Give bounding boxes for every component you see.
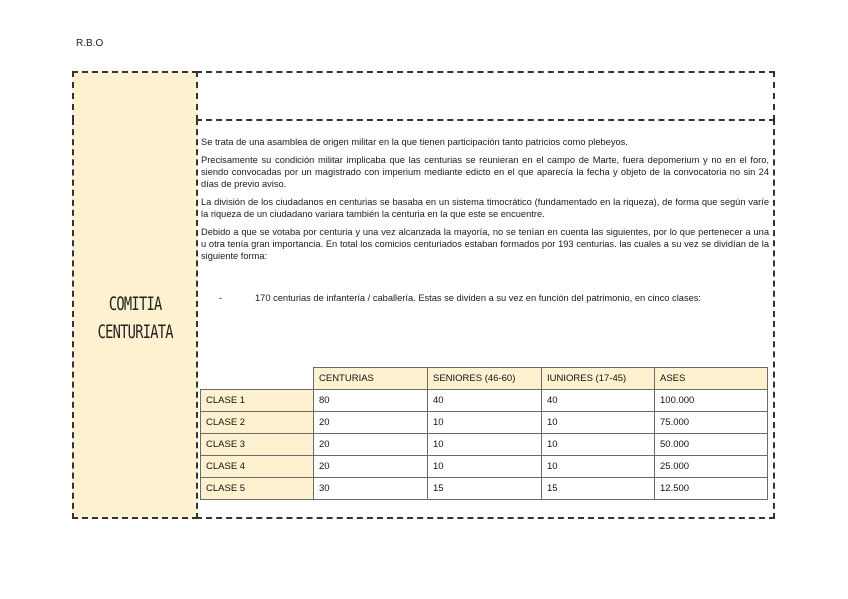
bullet-text: 170 centurias de infantería / caballería. Estas se dividen a su vez en función del patrimonio, en cinco clases: (255, 293, 701, 303)
table-cell: 100.000 (655, 390, 768, 412)
bullet-dash: - (219, 293, 223, 303)
paragraph-3: La división de los ciudadanos en centurias se basaba en un sistema timocrático (fundamentado en la riqueza), de forma que según varíe la riqueza de un ciudadano variara también la centuria en la que este se encuentre. (201, 197, 769, 219)
table-header-cell: CENTURIAS (314, 368, 428, 390)
table-header-cell: ASES (655, 368, 768, 390)
table-cell: 50.000 (655, 434, 768, 456)
notes-frame (72, 71, 775, 519)
main-content-cell (196, 119, 775, 519)
row-label: CLASE 3 (201, 434, 314, 456)
side-title-line1: COMITIA (108, 293, 162, 315)
table-cell: 75.000 (655, 412, 768, 434)
paragraph-4: Debido a que se votaba por centuria y una vez alcanzada la mayoría, no se tenían en cuenta las siguientes, por lo que pertenecer a una u otra tenía gran importancia. En total los comicios centuriados estaban formados por 193 centurias. las cuales a su vez se dividían de la siguiente forma: (201, 227, 769, 261)
table-row (201, 456, 768, 478)
table-row (201, 434, 768, 456)
table-cell: 15 (542, 478, 655, 500)
main-header-cell (196, 71, 775, 121)
bullet-item (201, 292, 769, 304)
table-cell: 20 (314, 412, 428, 434)
header-initials: R.B.O (76, 38, 104, 49)
row-label: CLASE 2 (201, 412, 314, 434)
table-corner-cell (201, 368, 314, 390)
table-cell: 15 (428, 478, 542, 500)
row-label: CLASE 5 (201, 478, 314, 500)
table-cell: 20 (314, 456, 428, 478)
table-header-cell: SENIORES (46-60) (428, 368, 542, 390)
row-label: CLASE 1 (201, 390, 314, 412)
table-header-row (201, 368, 768, 390)
side-title-cell (72, 119, 198, 519)
table-cell: 30 (314, 478, 428, 500)
table-cell: 20 (314, 434, 428, 456)
table-cell: 10 (428, 412, 542, 434)
table-cell: 25.000 (655, 456, 768, 478)
table-cell: 10 (542, 412, 655, 434)
side-title-line2: CENTURIATA (97, 321, 173, 343)
table-header-cell: IUNIORES (17-45) (542, 368, 655, 390)
table-row (201, 412, 768, 434)
table-cell: 10 (428, 456, 542, 478)
row-label: CLASE 4 (201, 456, 314, 478)
table-cell: 10 (428, 434, 542, 456)
table-row (201, 390, 768, 412)
table-cell: 80 (314, 390, 428, 412)
paragraph-1: Se trata de una asamblea de origen militar en la que tienen participación tanto patricios como plebeyos. (201, 137, 628, 147)
table-cell: 40 (542, 390, 655, 412)
classes-table (200, 367, 768, 500)
side-title (97, 290, 172, 346)
table-cell: 10 (542, 434, 655, 456)
side-header-cell (72, 71, 198, 121)
table-row (201, 478, 768, 500)
table-cell: 10 (542, 456, 655, 478)
paragraph-2: Precisamente su condición militar implicaba que las centurias se reunieran en el campo de Marte, fuera depomerium y no en el foro, siendo convocadas por un magistrado con imperium mediante edicto en el que aparecía la fecha y objeto de la convocatoria no sin 24 días de previo aviso. (201, 155, 769, 189)
table-cell: 40 (428, 390, 542, 412)
table-cell: 12.500 (655, 478, 768, 500)
